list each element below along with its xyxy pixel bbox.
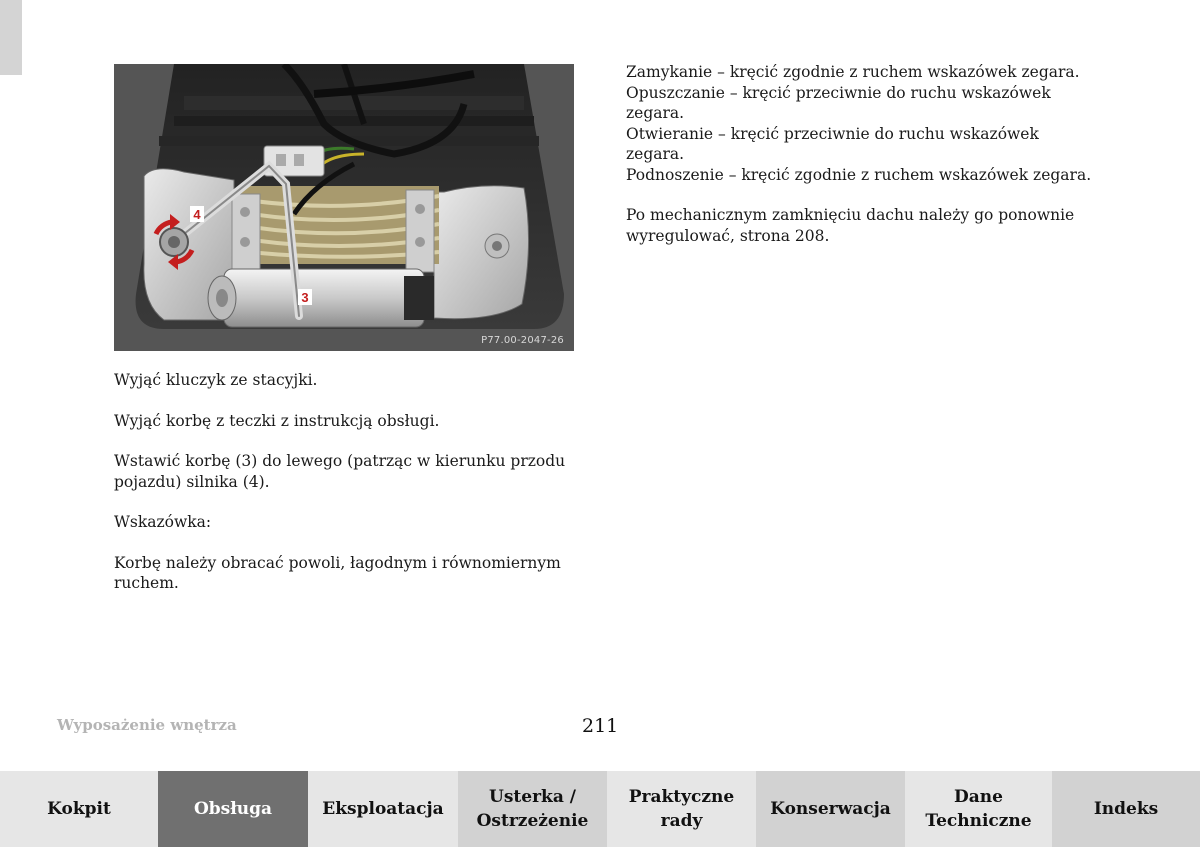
page-number: 211	[582, 715, 619, 737]
nav-tab-praktyczne-rady[interactable]: Praktyczne rady	[607, 771, 756, 847]
instruction-remove-key: Wyjąć kluczyk ze stacyjki.	[114, 371, 318, 389]
chapter-nav-bar	[0, 771, 1200, 847]
instruction-insert-crank: Wstawić korbę (3) do lewego (patrząc w kierunku przodu pojazdu) silnika (4).	[114, 452, 566, 491]
step-raising: Podnoszenie – kręcić zgodnie z ruchem wskazówek zegara.	[626, 165, 1092, 184]
callout-4-label: 4	[193, 207, 201, 222]
instruction-take-crank: Wyjąć korbę z teczki z instrukcją obsługi.	[114, 411, 440, 430]
nav-tab-indeks[interactable]: Indeks	[1052, 771, 1200, 847]
left-column-text	[114, 370, 574, 614]
step-closing: Zamykanie – kręcić zgodnie z ruchem wskazówek zegara.	[626, 63, 1080, 81]
section-name: Wyposażenie wnętrza	[57, 716, 237, 734]
note-text: Korbę należy obracać powoli, łagodnym i równomiernym ruchem.	[114, 553, 561, 592]
step-opening: Otwieranie – kręcić przeciwnie do ruchu wskazówek zegara.	[626, 124, 1039, 163]
nav-tab-obsluga[interactable]: Obsługa	[158, 771, 308, 847]
right-column-text	[626, 62, 1096, 266]
nav-tab-kokpit[interactable]: Kokpit	[0, 771, 158, 847]
corner-tab-marker	[0, 0, 22, 75]
callout-3-label: 3	[301, 290, 309, 305]
figure-illustration	[114, 64, 574, 351]
sunroof-motor-figure	[114, 64, 574, 351]
nav-tab-eksploatacja[interactable]: Eksploatacja	[308, 771, 458, 847]
nav-tab-usterka-ostrzezenie[interactable]: Usterka / Ostrzeżenie	[458, 771, 607, 847]
adjustment-note: Po mechanicznym zamknięciu dachu należy go ponownie wyregulować, strona 208.	[626, 206, 1075, 245]
nav-tab-konserwacja[interactable]: Konserwacja	[756, 771, 905, 847]
figure-code: P77.00-2047-26	[481, 335, 564, 346]
crank-direction-list	[626, 62, 1096, 185]
note-heading: Wskazówka:	[114, 513, 212, 531]
step-lowering: Opuszczanie – kręcić przeciwnie do ruchu wskazówek zegara.	[626, 83, 1051, 122]
nav-tab-dane-techniczne[interactable]: Dane Techniczne	[905, 771, 1052, 847]
